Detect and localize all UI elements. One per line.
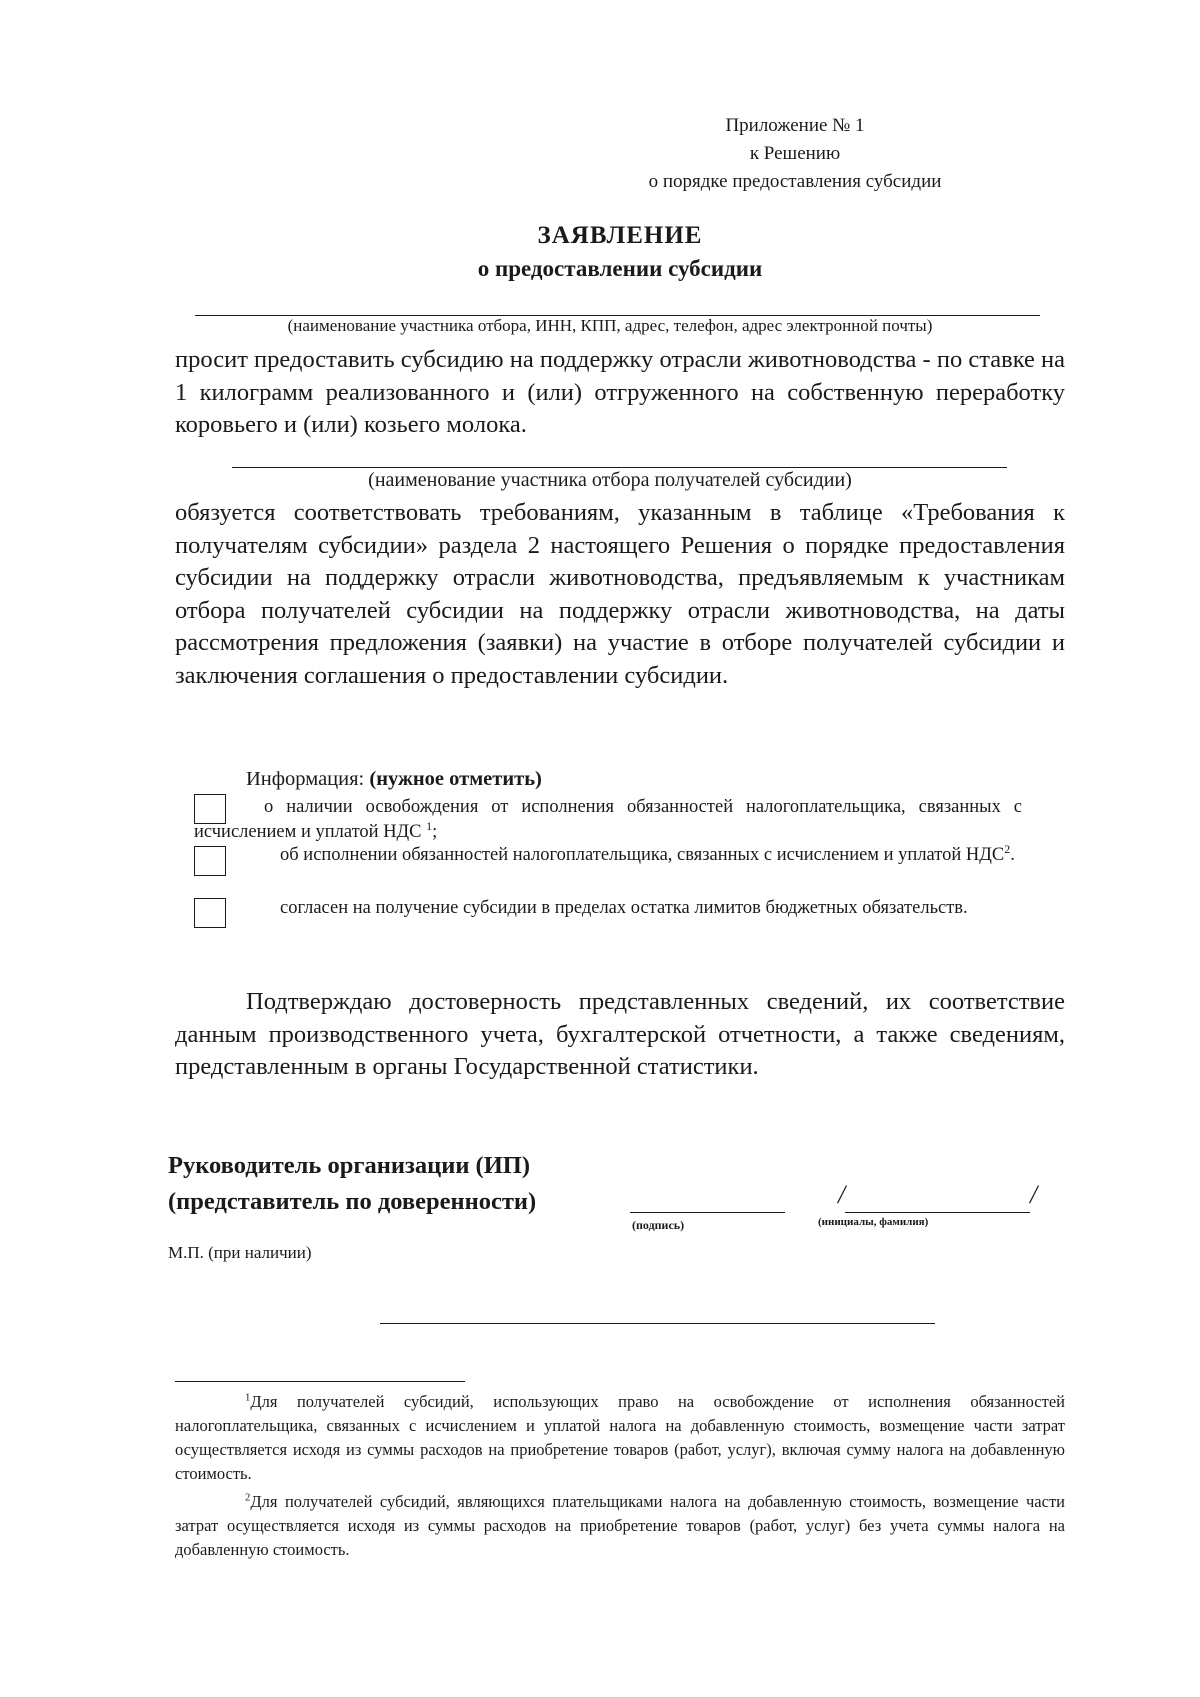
appendix-line-2: к Решению <box>749 143 841 164</box>
vat-payer-option <box>194 843 1022 868</box>
footnote-1 <box>175 1390 1065 1486</box>
budget-limit-text: согласен на получение субсидии в пределах остатка лимитов бюджетных обязательств. <box>280 898 968 918</box>
recipient-caption: (наименование участника отбора получателей субсидии) <box>368 469 852 491</box>
appendix-line-1: Приложение № 1 <box>725 115 865 136</box>
name-slash-left: / <box>838 1180 846 1209</box>
info-hint: (нужное отметить) <box>369 768 542 790</box>
footnote-separator <box>175 1381 465 1382</box>
vat-exemption-option <box>194 795 1022 845</box>
vat-payer-text: об исполнении обязанностей налогоплательщика, связанных с исчислением и уплатой НДС <box>280 845 1005 865</box>
document-subtitle: о предоставлении субсидии <box>477 256 763 281</box>
stamp-label: М.П. (при наличии) <box>168 1243 312 1262</box>
signature-line[interactable] <box>630 1212 785 1213</box>
footnote-1-text: Для получателей субсидий, использующих право на освобождение от исполнения обязанностей налогоплательщика, связанных с исчислением и уплатой налога на добавленную стоимость, возмещение части затрат осуществляется исходя из суммы расходов на приобретение товаров (работ, услуг), включая сумму налога на добавленную стоимость. <box>175 1392 1065 1483</box>
signatory-line-2: (представитель по доверенности) <box>168 1188 537 1215</box>
name-line[interactable] <box>845 1212 1030 1213</box>
option-2-tail: . <box>1010 845 1015 865</box>
option-1-tail: ; <box>432 822 438 842</box>
footnote-2 <box>175 1490 1065 1562</box>
applicant-caption: (наименование участника отбора, ИНН, КПП, адрес, телефон, адрес электронной почты) <box>287 316 933 335</box>
recipient-fill-line <box>232 467 1007 468</box>
obligation-paragraph: обязуется соответствовать требованиям, указанным в таблице «Требования к получателям субсидии» раздела 2 настоящего Решения о порядке предоставления субсидии на поддержку отрасли животноводства, предъявляемым к участникам отбора получателей субсидии на поддержку отрасли животноводства, на даты рассмотрения предложения (заявки) на участие в отборе получателей субсидии и заключения соглашения о предоставлении субсидии. <box>175 499 1065 689</box>
signatory-title <box>168 1148 536 1220</box>
signatory-line-1: Руководитель организации (ИП) <box>168 1152 530 1179</box>
name-caption: (инициалы, фамилия) <box>818 1216 929 1228</box>
footnote-ref-2: 2 <box>1004 841 1011 856</box>
signature-caption: (подпись) <box>632 1218 685 1232</box>
info-heading <box>246 768 542 791</box>
appendix-header <box>600 112 990 196</box>
footnote-ref-1: 1 <box>426 818 433 833</box>
footnote-1-mark: 1 <box>245 1391 251 1404</box>
info-label: Информация: <box>246 768 365 790</box>
appendix-line-3: о порядке предоставления субсидии <box>648 171 942 192</box>
name-slash-right: / <box>1030 1180 1038 1209</box>
request-paragraph: просит предоставить субсидию на поддержку отрасли животноводства - по ставке на 1 килограмм реализованного и (или) отгруженного на собственную переработку коровьего и (или) козьего молока. <box>175 346 1065 438</box>
budget-limit-option <box>194 896 1022 921</box>
vat-exemption-text: о наличии освобождения от исполнения обязанностей налогоплательщика, связанных с исчислением и уплатой НДС <box>194 797 1022 842</box>
confirmation-paragraph: Подтверждаю достоверность представленных сведений, их соответствие данным производственного учета, бухгалтерской отчетности, а также сведениям, представленным в органы Государственной статистики. <box>175 988 1065 1080</box>
footnote-2-mark: 2 <box>245 1491 251 1504</box>
document-title: ЗАЯВЛЕНИЕ <box>537 222 703 249</box>
closing-rule <box>380 1323 935 1324</box>
footnote-2-text: Для получателей субсидий, являющихся плательщиками налога на добавленную стоимость, возмещение части затрат осуществляется исходя из суммы расходов на приобретение товаров (работ, услуг) без учета суммы налога на добавленную стоимость. <box>175 1492 1065 1559</box>
